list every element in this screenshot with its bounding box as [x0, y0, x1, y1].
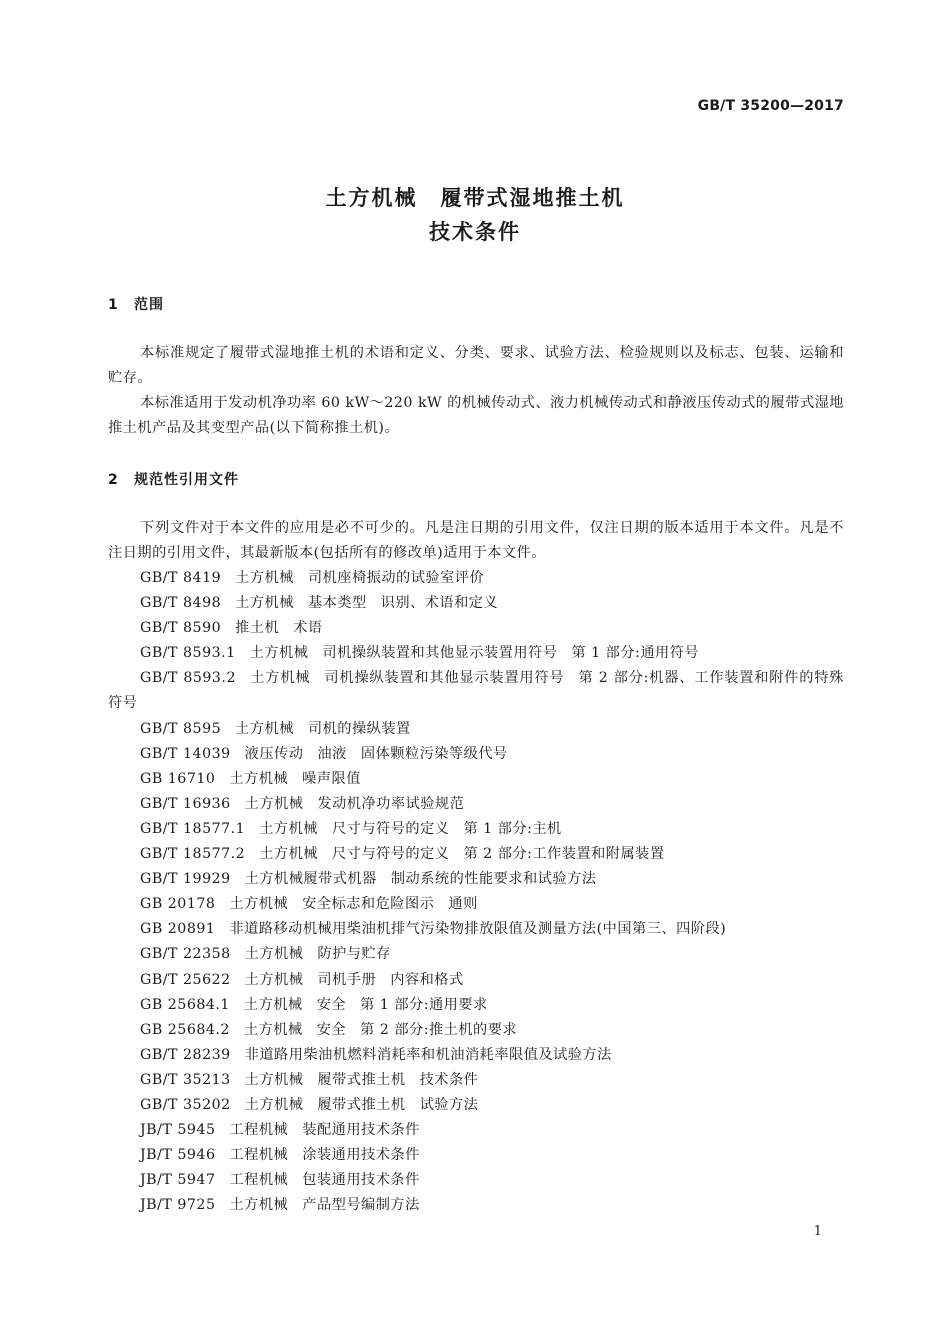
- section-title: 范围: [134, 297, 164, 313]
- reference-list: [108, 566, 844, 1218]
- reference-title-part: 土方机械: [249, 670, 311, 687]
- reference-title-part: 第 2 部分:工作装置和附属装置: [463, 846, 665, 863]
- reference-title-part: 试验方法: [419, 1096, 479, 1113]
- reference-title-part: 推土机: [235, 620, 280, 637]
- reference-title-part: 噪声限值: [302, 770, 361, 787]
- reference-title-part: 基本类型: [307, 595, 367, 612]
- reference-item: [108, 1068, 844, 1093]
- reference-title-part: 安全标志和危险图示: [302, 896, 435, 913]
- reference-item: [108, 1168, 844, 1193]
- reference-title-part: 第 1 部分:主机: [463, 820, 562, 837]
- reference-title-part: 通则: [448, 896, 478, 913]
- reference-code: GB 16710: [140, 770, 216, 787]
- reference-title-part: 土方机械: [244, 1096, 304, 1113]
- reference-item: [108, 566, 844, 591]
- reference-code: GB/T 8498: [140, 595, 222, 612]
- reference-title-part: 非道路用柴油机燃料消耗率和机油消耗率限值及试验方法: [244, 1046, 612, 1063]
- reference-item: [108, 616, 844, 641]
- reference-item: [108, 742, 844, 767]
- reference-code: GB/T 14039: [140, 745, 231, 762]
- reference-title-part: 产品型号编制方法: [302, 1197, 420, 1214]
- reference-title-part: 履带式推土机: [317, 1096, 406, 1113]
- reference-code: JB/T 5945: [140, 1122, 216, 1139]
- reference-code: GB/T 22358: [140, 946, 231, 963]
- reference-title-part: 固体颗粒污染等级代号: [360, 745, 508, 762]
- section-title: 规范性引用文件: [134, 472, 239, 488]
- reference-title-part: 包装通用技术条件: [302, 1172, 420, 1189]
- section-number: 2: [108, 472, 119, 488]
- reference-title-part: 液压传动: [244, 745, 304, 762]
- reference-title-part: 工程机械: [229, 1172, 289, 1189]
- reference-title-part: 土方机械: [235, 595, 294, 612]
- reference-item: [108, 641, 844, 666]
- reference-title-part: 司机的操纵装置: [307, 720, 411, 737]
- reference-code: GB/T 35213: [140, 1071, 231, 1088]
- reference-title-part: 安全: [316, 996, 347, 1013]
- reference-title-part: 土方机械: [235, 720, 294, 737]
- reference-title-part: 司机操纵装置和其他显示装置用符号: [324, 670, 565, 687]
- reference-title-part: 发动机净功率试验规范: [317, 795, 465, 812]
- reference-item: [108, 842, 844, 867]
- reference-code: GB/T 8419: [140, 570, 222, 586]
- reference-title-part: 尺寸与符号的定义: [331, 820, 450, 837]
- page-number: 1: [813, 1224, 822, 1239]
- reference-title-part: 第 2 部分:推土机的要求: [360, 1021, 518, 1038]
- reference-item: [108, 1143, 844, 1168]
- reference-title-part: 技术条件: [419, 1071, 479, 1088]
- standard-code: GB/T 35200—2017: [697, 98, 844, 114]
- reference-item: [108, 968, 844, 993]
- reference-item: [108, 817, 844, 842]
- reference-code: JB/T 5947: [140, 1172, 216, 1189]
- document-title-line1: 土方机械 履带式湿地推土机: [325, 186, 625, 210]
- reference-title-part: 土方机械: [259, 820, 318, 837]
- reference-code: GB/T 8593.1: [140, 645, 236, 662]
- reference-title-part: 内容和格式: [390, 971, 464, 988]
- reference-item: [108, 666, 844, 716]
- reference-item: [108, 1118, 844, 1143]
- reference-item: [108, 792, 844, 817]
- reference-code: JB/T 5946: [140, 1147, 216, 1164]
- reference-code: GB 20891: [140, 921, 216, 938]
- reference-title-part: 土方机械: [244, 1071, 304, 1088]
- reference-code: GB/T 35202: [140, 1096, 231, 1113]
- reference-code: GB/T 18577.1: [140, 820, 246, 837]
- reference-item: [108, 1093, 844, 1118]
- reference-title-part: 装配通用技术条件: [302, 1122, 420, 1139]
- reference-title-part: 术语: [293, 620, 323, 637]
- reference-title-part: 涂装通用技术条件: [302, 1147, 420, 1164]
- reference-code: GB/T 28239: [140, 1046, 231, 1063]
- reference-title-part: 土方机械: [229, 896, 289, 913]
- reference-item: [108, 867, 844, 892]
- reference-item: [108, 591, 844, 616]
- reference-title-part: 土方机械: [244, 971, 304, 988]
- scope-paragraph: 本标准适用于发动机净功率 60 kW～220 kW 的机械传动式、液力机械传动式和静液压传动式的履带式湿地推土机产品及其变型产品(以下简称推土机)。: [108, 395, 844, 436]
- reference-item: [108, 942, 844, 967]
- reference-title-part: 制动系统的性能要求和试验方法: [390, 871, 597, 888]
- reference-title-part: 工程机械: [229, 1147, 289, 1164]
- reference-code: JB/T 9725: [140, 1197, 216, 1214]
- reference-title-part: 履带式推土机: [317, 1071, 406, 1088]
- reference-title-part: 油液: [317, 745, 347, 762]
- reference-title-part: 土方机械履带式机器: [244, 871, 377, 888]
- reference-title-part: 司机座椅振动的试验室评价: [307, 570, 485, 586]
- reference-code: GB 25684.1: [140, 996, 230, 1013]
- reference-title-part: 第 2 部分:机器、工作装置和附件的特殊符号: [108, 670, 844, 712]
- reference-item: [108, 993, 844, 1018]
- reference-title-part: 工程机械: [229, 1122, 289, 1139]
- reference-code: GB/T 8590: [140, 620, 222, 637]
- reference-title-part: 土方机械: [229, 1197, 289, 1214]
- reference-title-part: 司机操纵装置和其他显示装置用符号: [322, 645, 558, 662]
- reference-title-part: 土方机械: [249, 645, 309, 662]
- reference-title-part: 土方机械: [243, 996, 303, 1013]
- reference-item: [108, 917, 844, 942]
- reference-title-part: 土方机械: [243, 1021, 303, 1038]
- reference-title-part: 土方机械: [235, 570, 294, 586]
- reference-title-part: 第 1 部分:通用要求: [360, 996, 488, 1013]
- reference-code: GB/T 8595: [140, 720, 222, 737]
- reference-title-part: 防护与贮存: [317, 946, 391, 963]
- section-number: 1: [108, 297, 119, 313]
- reference-item: [108, 1018, 844, 1043]
- reference-item: [108, 892, 844, 917]
- reference-title-part: 安全: [316, 1021, 347, 1038]
- reference-item: [108, 717, 844, 742]
- reference-item: [108, 1043, 844, 1068]
- reference-code: GB/T 25622: [140, 971, 231, 988]
- reference-code: GB/T 16936: [140, 795, 231, 812]
- reference-code: GB 20178: [140, 896, 216, 913]
- reference-code: GB/T 19929: [140, 871, 231, 888]
- reference-code: GB/T 18577.2: [140, 846, 246, 863]
- section-heading-scope: [108, 294, 164, 314]
- reference-item: [108, 767, 844, 792]
- reference-title-part: 非道路移动机械用柴油机排气污染物排放限值及测量方法(中国第三、四阶段): [229, 921, 727, 938]
- reference-code: GB 25684.2: [140, 1021, 230, 1038]
- reference-title-part: 土方机械: [259, 846, 318, 863]
- scope-paragraph: 本标准规定了履带式湿地推土机的术语和定义、分类、要求、试验方法、检验规则以及标志、包装、运输和贮存。: [108, 345, 844, 386]
- reference-title-part: 尺寸与符号的定义: [331, 846, 450, 863]
- section-heading-normative-references: [108, 469, 239, 489]
- document-title-line2: 技术条件: [429, 220, 521, 244]
- reference-title-part: 司机手册: [317, 971, 377, 988]
- reference-code: GB/T 8593.2: [140, 670, 236, 687]
- reference-title-part: 土方机械: [244, 795, 304, 812]
- reference-title-part: 土方机械: [229, 770, 289, 787]
- reference-title-part: 识别、术语和定义: [380, 595, 499, 612]
- references-intro-paragraph: 下列文件对于本文件的应用是必不可少的。凡是注日期的引用文件，仅注日期的版本适用于本文件。凡是不注日期的引用文件，其最新版本(包括所有的修改单)适用于本文件。: [108, 520, 844, 561]
- reference-title-part: 土方机械: [244, 946, 304, 963]
- reference-item: [108, 1193, 844, 1218]
- reference-title-part: 第 1 部分:通用符号: [571, 645, 700, 662]
